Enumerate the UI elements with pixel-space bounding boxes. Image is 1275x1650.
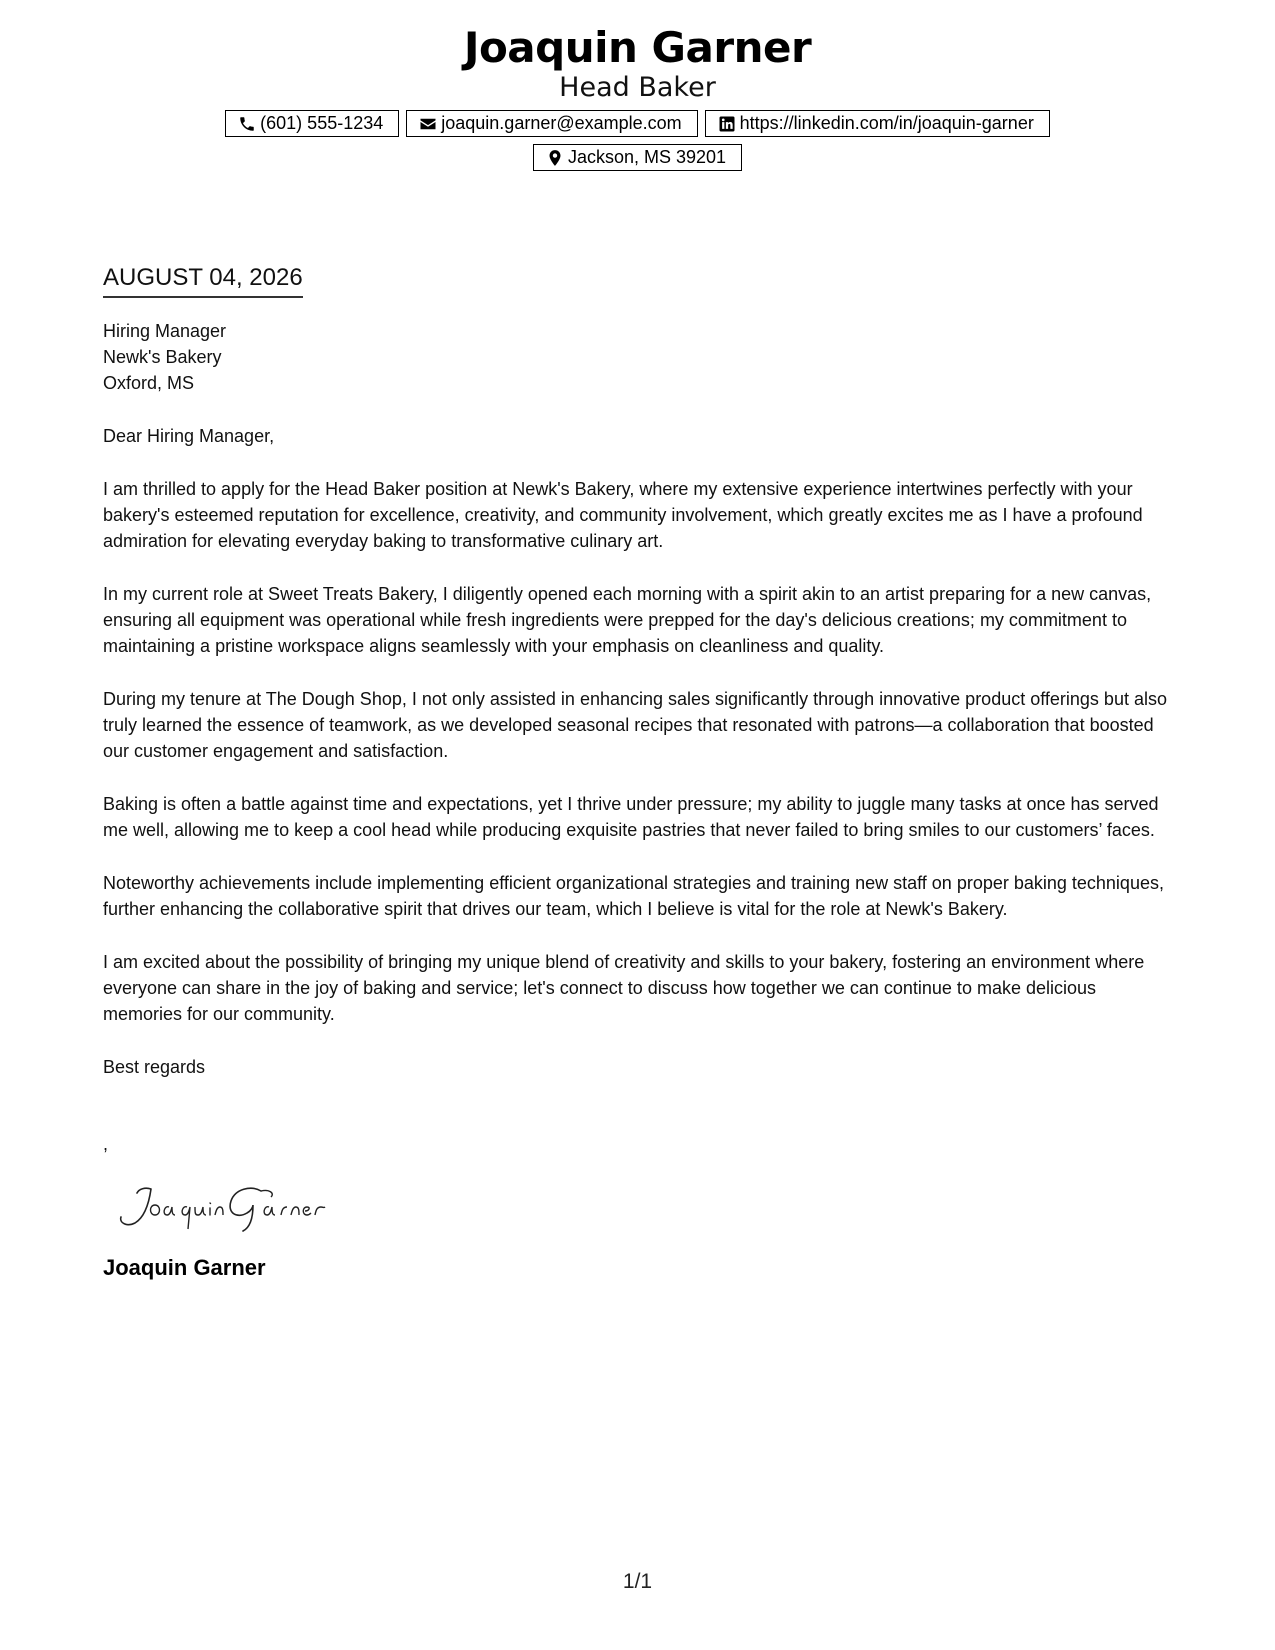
page-number: 1/1 — [622, 1570, 653, 1593]
body-paragraph: During my tenure at The Dough Shop, I not only assisted in enhancing sales significantly through innovative product offerings but also truly learned the essence of teamwork, as we developed seasonal recipes that resonated with patrons—a collaboration that boosted our customer engagement and satisfaction. — [103, 689, 1167, 761]
email-chip[interactable] — [406, 110, 697, 137]
closing-comma: , — [103, 1134, 109, 1154]
location-text: Jackson, MS 39201 — [567, 147, 727, 167]
phone-icon — [238, 115, 256, 133]
linkedin-icon — [718, 115, 736, 133]
letter-date: AUGUST 04, 2026 — [103, 262, 303, 298]
letter-header — [0, 22, 1275, 171]
recipient-company: Newk's Bakery — [103, 347, 222, 367]
signer-name: Joaquin Garner — [103, 1255, 266, 1280]
envelope-icon — [419, 115, 437, 133]
body-paragraph: Baking is often a battle against time and expectations, yet I thrive under pressure; my ability to juggle many tasks at once has served me well, allowing me to keep a cool head while producing exquisite pastries that never failed to bring smiles to our customers’ faces. — [103, 794, 1159, 840]
linkedin-text: https://linkedin.com/in/joaquin-garner — [739, 113, 1034, 133]
closing: Best regards — [103, 1057, 206, 1077]
applicant-role: Head Baker — [559, 72, 716, 103]
map-pin-icon — [546, 149, 564, 167]
email-text: joaquin.garner@example.com — [441, 113, 682, 133]
letter-body — [103, 262, 1173, 1282]
contact-row — [0, 110, 1275, 137]
location-row — [0, 144, 1275, 171]
handwritten-signature — [111, 1175, 361, 1235]
recipient-location: Oxford, MS — [103, 373, 195, 393]
phone-chip[interactable] — [225, 110, 399, 137]
salutation: Dear Hiring Manager, — [103, 426, 275, 446]
body-paragraph: In my current role at Sweet Treats Bakery, I diligently opened each morning with a spirit akin to an artist preparing for a new canvas, ensuring all equipment was operational while fresh ingredients were prepped for the day's delicious creations; my commitment to maintaining a pristine workspace aligns seamlessly with your emphasis on cleanliness and quality. — [103, 584, 1152, 656]
body-paragraph: Noteworthy achievements include implementing efficient organizational strategies and training new staff on proper baking techniques, further enhancing the collaborative spirit that drives our team, which I believe is vital for the role at Newk's Bakery. — [103, 873, 1164, 919]
recipient-title: Hiring Manager — [103, 321, 227, 341]
applicant-name: Joaquin Garner — [463, 23, 812, 72]
body-paragraph: I am thrilled to apply for the Head Baker position at Newk's Bakery, where my extensive experience intertwines perfectly with your bakery's esteemed reputation for excellence, creativity, and community involvement, which greatly excites me as I have a profound admiration for elevating everyday baking to transformative culinary art. — [103, 479, 1143, 551]
body-paragraph: I am excited about the possibility of bringing my unique blend of creativity and skills to your bakery, fostering an environment where everyone can share in the joy of baking and service; let's connect to discuss how together we can continue to make delicious memories for our community. — [103, 952, 1145, 1024]
recipient-block — [103, 318, 1173, 396]
location-chip — [533, 144, 742, 171]
phone-text: (601) 555-1234 — [260, 113, 384, 133]
linkedin-chip[interactable] — [705, 110, 1050, 137]
